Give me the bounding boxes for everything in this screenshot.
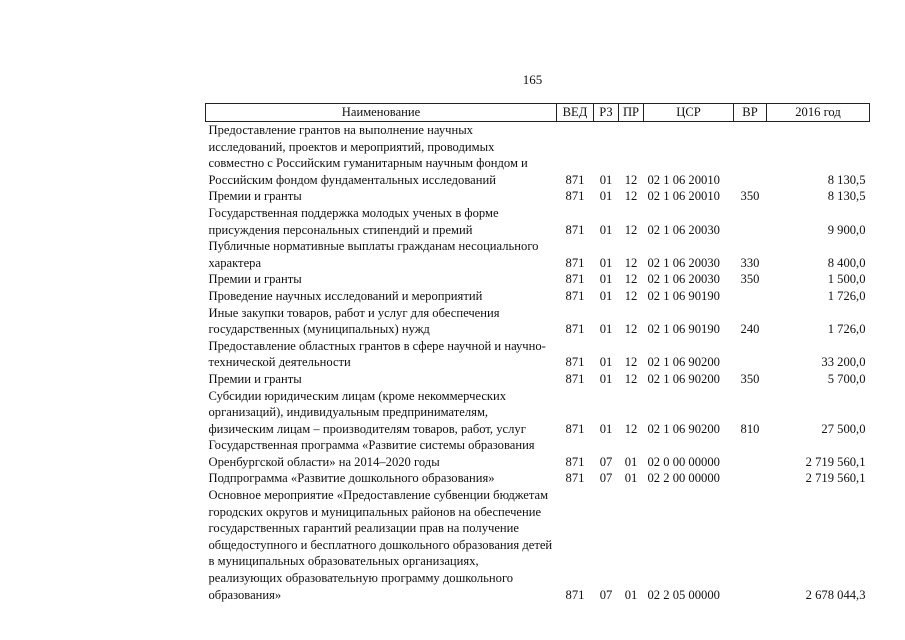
row-rz: 01 (599, 222, 613, 237)
row-vr (734, 338, 767, 371)
header-csr: ЦСР (644, 104, 734, 122)
row-ved: 871 (565, 322, 585, 337)
row-sum: 1 726,0 (827, 322, 866, 337)
row-vr: 350 (740, 189, 760, 204)
row-sum: 8 400,0 (827, 255, 866, 270)
row-vr (734, 487, 767, 603)
table-row (206, 371, 870, 388)
row-pr: 12 (624, 355, 638, 370)
budget-table (205, 103, 870, 603)
header-pr: ПР (619, 104, 644, 122)
row-sum: 1 500,0 (827, 272, 866, 287)
row-csr: 02 1 06 90190 (647, 322, 720, 337)
row-csr: 02 1 06 90200 (647, 355, 720, 370)
table-row (206, 470, 870, 487)
row-vr: 810 (740, 421, 760, 436)
row-pr: 12 (624, 322, 638, 337)
table-row (206, 188, 870, 205)
header-rz: РЗ (594, 104, 619, 122)
table-row (206, 388, 870, 438)
row-pr: 12 (624, 255, 638, 270)
table-row (206, 305, 870, 338)
row-sum: 33 200,0 (821, 355, 866, 370)
row-csr: 02 1 06 20010 (647, 172, 720, 187)
row-ved: 871 (565, 272, 585, 287)
row-rz: 01 (599, 172, 613, 187)
table-row (206, 437, 870, 470)
row-rz: 07 (599, 471, 613, 486)
row-ved: 871 (565, 189, 585, 204)
row-sum: 1 726,0 (827, 288, 866, 303)
row-ved: 871 (565, 587, 585, 602)
table-row (206, 271, 870, 288)
row-name: Иные закупки товаров, работ и услуг для обеспечения государственных (муниципальных) нужд (208, 305, 500, 337)
row-pr: 12 (624, 288, 638, 303)
row-ved: 871 (565, 255, 585, 270)
row-vr: 350 (740, 371, 760, 386)
table-body (206, 122, 870, 604)
row-csr: 02 2 00 00000 (647, 471, 720, 486)
row-vr: 330 (740, 255, 760, 270)
row-name: Проведение научных исследований и мероприятий (208, 288, 483, 303)
row-rz: 01 (599, 355, 613, 370)
row-rz: 07 (599, 587, 613, 602)
row-sum: 5 700,0 (827, 371, 866, 386)
row-pr: 12 (624, 272, 638, 287)
row-pr: 12 (624, 172, 638, 187)
row-name: Премии и гранты (208, 272, 302, 287)
row-name: Премии и гранты (208, 189, 302, 204)
row-rz: 01 (599, 189, 613, 204)
row-csr: 02 1 06 20030 (647, 255, 720, 270)
row-ved: 871 (565, 355, 585, 370)
row-ved: 871 (565, 172, 585, 187)
row-sum: 9 900,0 (827, 222, 866, 237)
row-csr: 02 1 06 20030 (647, 272, 720, 287)
row-rz: 01 (599, 255, 613, 270)
row-vr (734, 288, 767, 305)
row-name: Государственная поддержка молодых ученых в форме присуждения персональных стипендий и премий (208, 205, 499, 237)
row-rz: 01 (599, 322, 613, 337)
row-name: Подпрограмма «Развитие дошкольного образования» (208, 471, 495, 486)
row-rz: 01 (599, 371, 613, 386)
row-pr: 12 (624, 371, 638, 386)
row-name: Субсидии юридическим лицам (кроме некоммерческих организаций), индивидуальным предпринимателям, физическим лицам – производителям товаров, работ, услуг (208, 388, 526, 436)
row-name: Премии и гранты (208, 371, 302, 386)
row-name: Предоставление областных грантов в сфере научной и научно-технической деятельности (208, 338, 546, 370)
row-vr (734, 437, 767, 470)
row-name: Государственная программа «Развитие системы образования Оренбургской области» на 2014–2020 годы (208, 438, 535, 469)
header-name: Наименование (206, 104, 557, 122)
header-year: 2016 год (767, 104, 870, 122)
row-rz: 07 (599, 454, 613, 469)
row-ved: 871 (565, 222, 585, 237)
table-row (206, 288, 870, 305)
row-pr: 12 (624, 222, 638, 237)
row-pr: 01 (624, 471, 638, 486)
row-pr: 01 (624, 454, 638, 469)
row-pr: 01 (624, 587, 638, 602)
row-ved: 871 (565, 371, 585, 386)
row-pr: 12 (624, 421, 638, 436)
header-vr: ВР (734, 104, 767, 122)
page-number: 165 (522, 72, 543, 87)
row-csr: 02 1 06 90190 (647, 288, 720, 303)
table-row (206, 487, 870, 603)
row-vr: 240 (740, 322, 760, 337)
row-ved: 871 (565, 288, 585, 303)
table-header (206, 104, 870, 122)
row-csr: 02 1 06 20010 (647, 189, 720, 204)
row-ved: 871 (565, 471, 585, 486)
row-pr: 12 (624, 189, 638, 204)
row-sum: 8 130,5 (827, 172, 866, 187)
header-ved: ВЕД (557, 104, 594, 122)
row-rz: 01 (599, 272, 613, 287)
row-csr: 02 1 06 20030 (647, 222, 720, 237)
row-csr: 02 2 05 00000 (647, 587, 720, 602)
row-name: Основное мероприятие «Предоставление субвенции бюджетам городских округов и муниципальных районов на обеспечение государственных гарантий реализации прав на получение общедоступного и бесплатного дошкольного образования детей в муниципальных образовательных организациях, реализующих образовательную программу дошкольного образования» (208, 488, 553, 602)
row-sum: 2 719 560,1 (805, 471, 866, 486)
table-row (206, 205, 870, 238)
row-csr: 02 0 00 00000 (647, 454, 720, 469)
row-sum: 2 678 044,3 (805, 587, 866, 602)
row-rz: 01 (599, 288, 613, 303)
row-vr (734, 205, 767, 238)
row-rz: 01 (599, 421, 613, 436)
row-name: Предоставление грантов на выполнение научных исследований, проектов и мероприятий, проводимых совместно с Российским гуманитарным научным фондом и Российским фондом фундаментальных исследований (208, 123, 528, 187)
row-name: Публичные нормативные выплаты гражданам несоциального характера (208, 239, 539, 270)
table-row (206, 122, 870, 189)
row-vr (734, 470, 767, 487)
row-vr (734, 122, 767, 189)
row-ved: 871 (565, 421, 585, 436)
row-ved: 871 (565, 454, 585, 469)
row-csr: 02 1 06 90200 (647, 371, 720, 386)
row-vr: 350 (740, 272, 760, 287)
table-row (206, 238, 870, 271)
table-row (206, 338, 870, 371)
row-csr: 02 1 06 90200 (647, 421, 720, 436)
row-sum: 27 500,0 (821, 421, 866, 436)
row-sum: 2 719 560,1 (805, 454, 866, 469)
row-sum: 8 130,5 (827, 189, 866, 204)
